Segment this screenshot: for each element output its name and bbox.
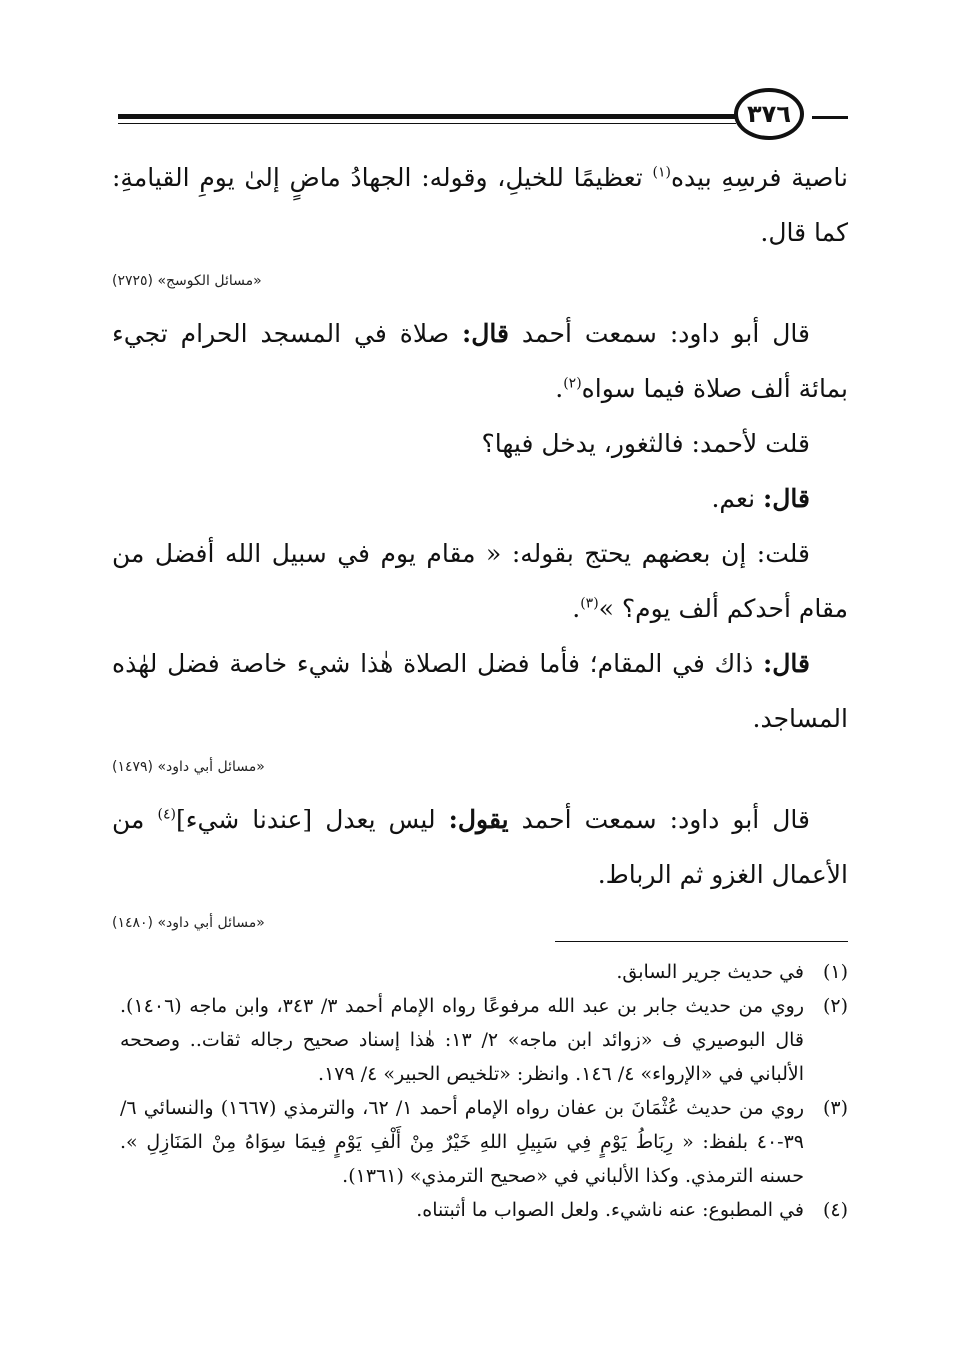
source-reference-1: «مسائل الكوسج» (٢٧٢٥) [112, 273, 262, 289]
footnote-number: (٤) [822, 1199, 848, 1221]
footnote-marker-3[interactable]: (٣) [580, 595, 599, 612]
footnote-text: في حديث جرير السابق. [616, 961, 804, 983]
paragraph-1: ناصية فرسِهِ بيده$^{(١)}$ تعظيمًا للخيلِ، وقوله: الجهادُ ماضٍ إلىٰ يومِ القيامةِ: كما قال. [112, 163, 848, 247]
paragraph-4: قال: نعم. [711, 484, 810, 513]
paragraph-2: قال أبو داود: سمعت أحمد قال: صلاة في المسجد الحرام تجيء بمائة ألف صلاة فيما سواه$^{(٢)}$. [112, 319, 848, 403]
footnote-1 [120, 955, 848, 989]
source-reference-2: «مسائل أبي داود» (١٤٧٩) [112, 759, 265, 775]
paragraph-7: قال أبو داود: سمعت أحمد يقول: ليس يعدل [عندنا شيء]$^{(٤)}$ من الأعمال الغزو ثم الرباط. [112, 805, 848, 889]
footnote-number: (١) [822, 961, 848, 983]
footnote-text: روي من حديث جابر بن عبد الله مرفوعًا رواه الإمام أحمد ٣/ ٣٤٣، وابن ماجه (١٤٠٦). قال البوصيري ف «زوائد ابن ماجه» ٢/ ١٣: هٰذا إسناد صحيح رجاله ثقات.. وصححه الألباني في «الإرواء» ٤/ ١٤٦. وانظر: «تلخيص الحبير» ٤/ ١٧٩. [120, 995, 805, 1085]
footnote-text: في المطبوع: عنه ناشيء. ولعل الصواب ما أثبتناه. [416, 1199, 804, 1221]
footnote-separator [555, 941, 848, 942]
page-header [118, 80, 848, 140]
footnote-marker-2[interactable]: (٢) [563, 375, 582, 392]
footnote-marker-1[interactable]: (١) [652, 164, 671, 181]
footnote-text: روي من حديث عُثْمَانَ بن عفان رواه الإمام أحمد ١/ ٦٢، والترمذي (١٦٦٧) والنسائي ٦/ ٣٩-٤٠ بلفظ: « رِبَاطُ يَوْمٍ فِي سَبِيلِ اللهِ خَيْرٌ مِنْ أَلْفِ يَوْمٍ فِيمَا سِوَاهُ مِنْ المَنَازِلِ ». حسنه الترمذي. وكذا الألباني في «صحيح الترمذي» (١٣٦١). [120, 1097, 804, 1187]
page-number: ٣٧٦ [734, 88, 804, 140]
paragraph-3: قلت لأحمد: فالثغور، يدخل فيها؟ [481, 429, 810, 458]
header-rule-thick [118, 114, 736, 119]
footnote-number: (٢) [822, 995, 848, 1017]
footnote-4 [120, 1193, 848, 1227]
paragraph-6: قال: ذاك في المقام؛ فأما فضل الصلاة هٰذا شيء خاصة فضل لهٰذه المساجد. [112, 649, 848, 733]
main-text [112, 150, 848, 948]
footnote-3 [120, 1091, 848, 1193]
source-reference-3: «مسائل أبي داود» (١٤٨٠) [112, 915, 265, 931]
header-rule-right [812, 116, 848, 119]
footnote-number: (٣) [822, 1097, 848, 1119]
header-rule-thin [118, 123, 736, 124]
footnote-marker-4[interactable]: (٤) [157, 806, 176, 823]
paragraph-5: قلت: إن بعضهم يحتج بقوله: « مقام يوم في سبيل الله أفضل من مقام أحدكم ألف يوم؟ »$^{(٣)}$. [112, 539, 848, 623]
footnotes [120, 955, 848, 1227]
footnote-2 [120, 989, 848, 1091]
